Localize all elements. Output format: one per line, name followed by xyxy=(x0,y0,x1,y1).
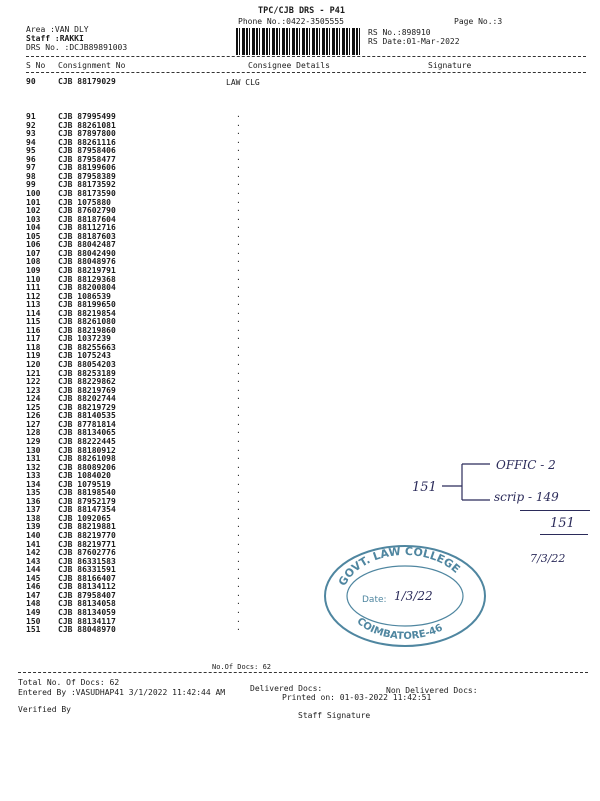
header-rule-bottom xyxy=(26,72,586,73)
row-consignment: CJB 88255663 xyxy=(58,342,116,352)
row-signature-dot: · xyxy=(236,616,241,626)
row-signature-dot: · xyxy=(236,154,241,164)
row-sno: 111 xyxy=(26,283,41,292)
row-signature-dot: · xyxy=(236,188,241,198)
barcode xyxy=(236,28,360,55)
row-signature-dot: · xyxy=(236,505,241,515)
row-consignment: CJB 88048970 xyxy=(58,625,116,634)
row-signature-dot: · xyxy=(236,257,241,267)
row-signature-dot: · xyxy=(236,548,241,557)
row-sno: 132 xyxy=(26,462,41,472)
row-consignment: CJB 88199650 xyxy=(58,300,116,310)
row-sno: 114 xyxy=(26,308,41,318)
row-sno: 122 xyxy=(26,377,41,387)
row-consignment: CJB 87897800 xyxy=(58,129,116,139)
header-rule-top xyxy=(26,56,586,57)
stamp-bottom-text: COIMBATORE-46 xyxy=(354,615,445,643)
row-signature-dot: · xyxy=(236,223,241,233)
row-signature-dot: · xyxy=(236,488,241,498)
row-signature-dot: · xyxy=(236,137,241,147)
handwritten-bracket xyxy=(440,458,500,508)
row-sno: 142 xyxy=(26,548,41,557)
first-row-consignment: CJB 88179029 xyxy=(58,77,116,86)
row-sno: 112 xyxy=(26,291,41,301)
row-consignment: CJB 1092065 xyxy=(58,513,111,523)
row-consignment: CJB 88173592 xyxy=(58,180,116,190)
row-consignment: CJB 88089206 xyxy=(58,462,116,472)
row-consignment: CJB 1075880 xyxy=(58,197,111,207)
row-sno: 125 xyxy=(26,402,41,412)
rs-date: RS Date:01-Mar-2022 xyxy=(368,37,460,46)
row-sno: 108 xyxy=(26,257,41,267)
row-consignment: CJB 88180912 xyxy=(58,445,116,455)
page-number: Page No.:3 xyxy=(454,17,503,26)
row-consignment: CJB 88199606 xyxy=(58,163,116,173)
row-consignment: CJB 88187604 xyxy=(58,214,116,224)
row-signature-dot: · xyxy=(236,522,241,532)
row-sno: 126 xyxy=(26,411,41,421)
row-sno: 100 xyxy=(26,188,41,198)
row-consignment: CJB 1075243 xyxy=(58,351,111,361)
row-signature-dot: · xyxy=(236,531,241,540)
row-signature-dot: · xyxy=(236,385,241,395)
row-sno: 93 xyxy=(26,129,36,139)
row-consignment: CJB 88134058 xyxy=(58,599,116,609)
row-sno: 98 xyxy=(26,171,36,181)
no-of-docs: No.Of Docs: 62 xyxy=(212,663,272,671)
row-signature-dot: · xyxy=(236,419,241,429)
row-sno: 116 xyxy=(26,325,41,335)
column-consignee: Consignee Details xyxy=(248,61,330,70)
row-consignment: CJB 1084020 xyxy=(58,471,111,481)
row-signature-dot: · xyxy=(236,556,241,566)
row-signature-dot: · xyxy=(236,565,241,575)
stamp-date-label: Date: xyxy=(362,595,387,605)
row-sno: 143 xyxy=(26,556,41,566)
row-sno: 117 xyxy=(26,334,41,344)
row-sno: 94 xyxy=(26,137,36,147)
row-signature-dot: · xyxy=(236,471,241,481)
row-sno: 124 xyxy=(26,394,41,404)
row-signature-dot: · xyxy=(236,360,241,369)
row-sno: 141 xyxy=(26,539,41,549)
row-sno: 123 xyxy=(26,385,41,395)
row-signature-dot: · xyxy=(236,590,241,600)
row-signature-dot: · xyxy=(236,146,241,156)
row-sno: 121 xyxy=(26,368,41,378)
row-consignment: CJB 88042490 xyxy=(58,248,116,258)
row-signature-dot: · xyxy=(236,436,241,446)
row-consignment: CJB 88219854 xyxy=(58,308,116,318)
row-signature-dot: · xyxy=(236,454,241,463)
row-consignment: CJB 88261081 xyxy=(58,120,116,130)
row-consignment: CJB 88219770 xyxy=(58,531,116,540)
row-consignment: CJB 88134065 xyxy=(58,428,116,438)
row-signature-dot: · xyxy=(236,342,241,352)
row-signature-dot: · xyxy=(236,334,241,344)
row-signature-dot: · xyxy=(236,582,241,592)
row-consignment: CJB 88219729 xyxy=(58,402,116,412)
total-docs: Total No. Of Docs: 62 xyxy=(18,678,120,687)
first-row-sno: 90 xyxy=(26,77,36,86)
row-consignment: CJB 87958389 xyxy=(58,171,116,181)
row-signature-dot: · xyxy=(236,171,241,181)
college-stamp xyxy=(322,538,488,648)
row-sno: 97 xyxy=(26,163,36,173)
row-signature-dot: · xyxy=(236,112,241,121)
row-consignment: CJB 88112716 xyxy=(58,223,116,233)
row-consignment: CJB 88219791 xyxy=(58,265,116,275)
row-signature-dot: · xyxy=(236,248,241,258)
row-signature-dot: · xyxy=(236,607,241,617)
row-consignment: CJB 88261116 xyxy=(58,137,116,147)
staff-label: Staff :RAKKI xyxy=(26,34,84,43)
area-label: Area :VAN DLY xyxy=(26,25,89,34)
row-signature-dot: · xyxy=(236,120,241,130)
handwritten-office: OFFIC - 2 xyxy=(496,458,556,472)
row-signature-dot: · xyxy=(236,231,241,241)
row-consignment: CJB 88219881 xyxy=(58,522,116,532)
row-sno: 133 xyxy=(26,471,41,481)
row-signature-dot: · xyxy=(236,265,241,275)
printed-on: Printed on: 01-03-2022 11:42:51 xyxy=(282,693,432,702)
row-consignment: CJB 88134117 xyxy=(58,616,116,626)
row-sno: 110 xyxy=(26,274,41,284)
row-signature-dot: · xyxy=(236,445,241,455)
row-signature-dot: · xyxy=(236,394,241,404)
row-signature-dot: · xyxy=(236,283,241,292)
stamp-date: 1/3/22 xyxy=(394,589,433,603)
row-signature-dot: · xyxy=(236,129,241,139)
row-consignment: CJB 1037239 xyxy=(58,334,111,344)
row-consignment: CJB 87781814 xyxy=(58,419,116,429)
column-consignment: Consignment No xyxy=(58,61,126,70)
footer-rule xyxy=(18,672,588,673)
row-sno: 118 xyxy=(26,342,41,352)
row-consignment: CJB 88219769 xyxy=(58,385,116,395)
row-consignment: CJB 88198540 xyxy=(58,488,116,498)
row-signature-dot: · xyxy=(236,317,241,327)
first-row-consignee: LAW CLG xyxy=(226,78,260,87)
row-signature-dot: · xyxy=(236,325,241,335)
row-signature-dot: · xyxy=(236,462,241,472)
row-sno: 103 xyxy=(26,214,41,224)
row-consignment: CJB 1086539 xyxy=(58,291,111,301)
row-consignment: CJB 87952179 xyxy=(58,496,116,506)
row-consignment: CJB 86331591 xyxy=(58,565,116,575)
row-sno: 95 xyxy=(26,146,36,156)
row-signature-dot: · xyxy=(236,599,241,609)
row-consignment: CJB 88042487 xyxy=(58,240,116,250)
row-consignment: CJB 87602776 xyxy=(58,548,116,557)
row-sno: 99 xyxy=(26,180,36,190)
row-sno: 115 xyxy=(26,317,41,327)
row-consignment: CJB 88054203 xyxy=(58,360,116,369)
row-consignment: CJB 88219771 xyxy=(58,539,116,549)
row-signature-dot: · xyxy=(236,214,241,224)
row-sno: 149 xyxy=(26,607,41,617)
row-consignment: CJB 88147354 xyxy=(58,505,116,515)
row-signature-dot: · xyxy=(236,539,241,549)
row-sno: 104 xyxy=(26,223,41,233)
row-consignment: CJB 88129368 xyxy=(58,274,116,284)
row-sno: 120 xyxy=(26,360,41,369)
row-consignment: CJB 87602790 xyxy=(58,206,116,216)
row-signature-dot: · xyxy=(236,163,241,173)
drs-number: DRS No. :DCJB89891003 xyxy=(26,43,128,52)
row-sno: 148 xyxy=(26,599,41,609)
row-sno: 107 xyxy=(26,248,41,258)
row-signature-dot: · xyxy=(236,625,241,634)
row-sno: 139 xyxy=(26,522,41,532)
row-signature-dot: · xyxy=(236,428,241,438)
row-sno: 101 xyxy=(26,197,41,207)
column-signature: Signature xyxy=(428,61,472,70)
row-sno: 102 xyxy=(26,206,41,216)
row-consignment: CJB 88134059 xyxy=(58,607,116,617)
handwritten-date-note: 7/3/22 xyxy=(530,552,566,565)
row-consignment: CJB 1079519 xyxy=(58,479,111,489)
row-sno: 106 xyxy=(26,240,41,250)
report-title: TPC/CJB DRS - P41 xyxy=(258,6,345,16)
row-consignment: CJB 88261080 xyxy=(58,317,116,327)
staff-signature: Staff Signature xyxy=(298,711,371,720)
row-sno: 131 xyxy=(26,454,41,463)
row-consignment: CJB 88229862 xyxy=(58,377,116,387)
verified-by: Verified By xyxy=(18,705,71,714)
row-sno: 96 xyxy=(26,154,36,164)
row-sno: 109 xyxy=(26,265,41,275)
row-consignment: CJB 87958477 xyxy=(58,154,116,164)
row-signature-dot: · xyxy=(236,496,241,506)
row-signature-dot: · xyxy=(236,402,241,412)
row-sno: 105 xyxy=(26,231,41,241)
row-consignment: CJB 88048976 xyxy=(58,257,116,267)
row-signature-dot: · xyxy=(236,197,241,207)
row-signature-dot: · xyxy=(236,351,241,361)
row-consignment: CJB 86331583 xyxy=(58,556,116,566)
row-signature-dot: · xyxy=(236,291,241,301)
row-consignment: CJB 88202744 xyxy=(58,394,116,404)
row-consignment: CJB 88261098 xyxy=(58,454,116,463)
row-sno: 119 xyxy=(26,351,41,361)
handwritten-total-underline xyxy=(540,534,588,535)
row-sno: 130 xyxy=(26,445,41,455)
entered-by: Entered By :VASUDHAP41 3/1/2022 11:42:44 AM xyxy=(18,688,226,697)
stamp-top-text: GOVT. LAW COLLEGE xyxy=(335,544,463,589)
row-sno: 135 xyxy=(26,488,41,498)
row-signature-dot: · xyxy=(236,308,241,318)
row-sno: 127 xyxy=(26,419,41,429)
row-consignment: CJB 88173590 xyxy=(58,188,116,198)
row-signature-dot: · xyxy=(236,377,241,387)
row-sno: 144 xyxy=(26,565,41,575)
row-sno: 138 xyxy=(26,513,41,523)
row-sno: 146 xyxy=(26,582,41,592)
row-sno: 136 xyxy=(26,496,41,506)
row-signature-dot: · xyxy=(236,180,241,190)
row-consignment: CJB 88134112 xyxy=(58,582,116,592)
row-consignment: CJB 88187603 xyxy=(58,231,116,241)
handwritten-count: 151 xyxy=(412,480,437,495)
row-consignment: CJB 88253189 xyxy=(58,368,116,378)
row-signature-dot: · xyxy=(236,274,241,284)
row-sno: 129 xyxy=(26,436,41,446)
row-sno: 145 xyxy=(26,573,41,583)
handwritten-scrip: scrip - 149 xyxy=(494,490,559,504)
delivered-docs: Delivered Docs: xyxy=(250,684,323,693)
row-sno: 128 xyxy=(26,428,41,438)
row-sno: 140 xyxy=(26,531,41,540)
row-sno: 150 xyxy=(26,616,41,626)
row-sno: 137 xyxy=(26,505,41,515)
rs-number: RS No.:898910 xyxy=(368,28,431,37)
row-signature-dot: · xyxy=(236,206,241,216)
row-sno: 92 xyxy=(26,120,36,130)
row-sno: 91 xyxy=(26,112,36,121)
row-signature-dot: · xyxy=(236,513,241,523)
non-delivered-docs: Non Delivered Docs: xyxy=(386,686,478,695)
handwritten-total: 151 xyxy=(550,516,575,531)
row-consignment: CJB 87958406 xyxy=(58,146,116,156)
row-signature-dot: · xyxy=(236,411,241,421)
row-signature-dot: · xyxy=(236,479,241,489)
column-sno: S No xyxy=(26,61,46,70)
row-signature-dot: · xyxy=(236,240,241,250)
row-consignment: CJB 88200804 xyxy=(58,283,116,292)
row-signature-dot: · xyxy=(236,573,241,583)
row-consignment: CJB 88166407 xyxy=(58,573,116,583)
row-signature-dot: · xyxy=(236,368,241,378)
row-consignment: CJB 88219860 xyxy=(58,325,116,335)
row-sno: 113 xyxy=(26,300,41,310)
row-consignment: CJB 88140535 xyxy=(58,411,116,421)
row-consignment: CJB 88222445 xyxy=(58,436,116,446)
row-sno: 147 xyxy=(26,590,41,600)
row-consignment: CJB 87958407 xyxy=(58,590,116,600)
handwritten-sum-line xyxy=(520,510,590,511)
row-sno: 151 xyxy=(26,625,41,634)
row-signature-dot: · xyxy=(236,300,241,310)
phone-number: Phone No.:0422-3505555 xyxy=(238,17,344,26)
row-consignment: CJB 87995499 xyxy=(58,112,116,121)
row-sno: 134 xyxy=(26,479,41,489)
